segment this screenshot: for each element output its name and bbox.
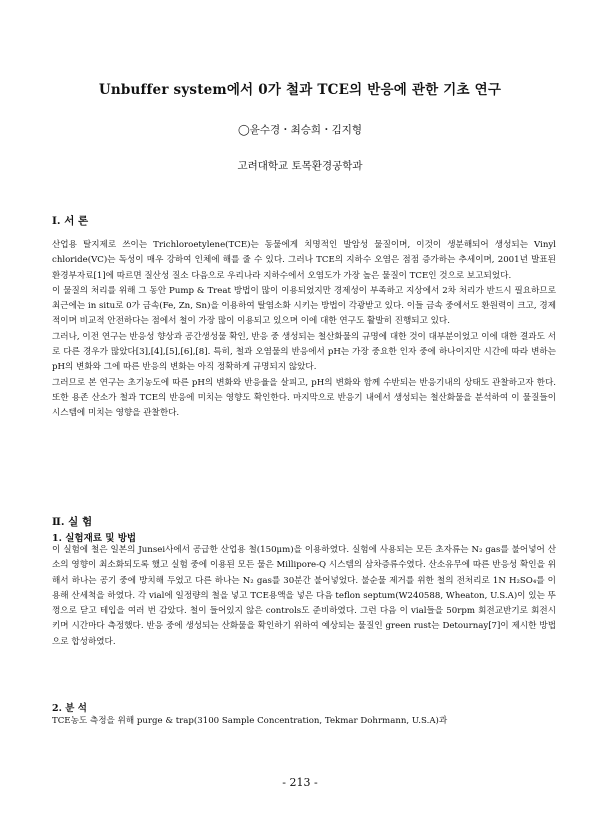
analysis-paragraph: TCE농도 측정을 위해 purge & trap(3100 Sample Concentration, Tekmar Dohrmann, U.S.A)과 — [52, 716, 448, 726]
introduction-body — [52, 238, 556, 422]
subsection-heading-analysis: 2. 분 석 — [52, 703, 87, 714]
section-heading-introduction: Ⅰ. 서 론 — [52, 215, 89, 227]
paper-title: Unbuffer system에서 0가 철과 TCE의 반응에 관한 기초 연구 — [98, 82, 502, 98]
subsection-heading-materials: 1. 실험재료 및 방법 — [52, 533, 137, 544]
materials-body — [52, 543, 556, 650]
analysis-body — [52, 714, 556, 729]
intro-paragraph: 산업용 탈지제로 쓰이는 Trichloroetylene(TCE)는 동물에게 치명적인 발암성 물질이며, 이것이 생분해되어 생성되는 Vinyl chloride(VC)는 독성이 매우 강하여 인체에 해를 줄 수 있다. 그러나 TCE의 지하수 오염은 점점 증가하는 추세이며, 2001년 발표된 환경부자료[1]에 따르면 질산성 질소 다음으로 우리나라 지하수에서 오염도가 가장 높은 물질이 TCE인 것으로 보고되었다. — [52, 240, 556, 281]
section-heading-experiment: Ⅱ. 실 험 — [52, 516, 93, 528]
affiliation: 고려대학교 토목환경공학과 — [237, 160, 363, 172]
intro-paragraph: 이 물질의 처리를 위해 그 동안 Pump & Treat 방법이 많이 이용되었지만 경제성이 부족하고 지상에서 2차 처리가 반드시 필요하므로 최근에는 in situ로 0가 금속(Fe, Zn, Sn)을 이용하여 탈염소화 시키는 방법이 각광받고 있다. 이들 금속 중에서도 환원력이 크고, 경제적이며 비교적 안전하다는 점에서 철이 가장 많이 이용되고 있으며 이에 대한 연구도 활발히 진행되고 있다. — [52, 285, 556, 327]
page-number: - 213 - — [282, 776, 318, 789]
author-list: ◯윤수경・최승희・김지형 — [237, 124, 363, 136]
materials-paragraph: 이 실험에 철은 일본의 Junsei사에서 공급한 산업용 철(150μm)을 이용하였다. 실험에 사용되는 모든 초자류는 N₂ gas를 불어넣어 산소의 영향이 최소화되도록 했고 실험 중에 이용된 모든 물은 Millipore-Q 시스템의 삼차증류수였다. 산소유무에 따른 반응성 확인을 위해서 하나는 공기 중에 방치해 두었고 다른 하나는 N₂ gas를 30분간 불어넣었다. 불순물 제거를 위한 철의 전처리로 1N H₂SO₄를 이용해 산세척을 하였다. 각 vial에 일정량의 철을 넣고 TCE용액을 넣은 다음 teflon septum(W240588, Wheaton, U.S.A)이 있는 뚜껑으로 닫고 테입을 여러 번 감았다. 철이 들어있지 않은 controls도 준비하였다. 그런 다음 이 vial들을 50rpm 회전교반기로 회전시키며 시간마다 측정했다. 반응 중에 생성되는 산화물을 확인하기 위하여 예상되는 물질인 green rust는 Detournay[7]이 제시한 방법으로 합성하였다. — [52, 545, 556, 647]
intro-paragraph: 그러므로 본 연구는 초기농도에 따른 pH의 변화와 반응율을 살피고, pH의 변화와 함께 수반되는 반응기내의 상태도 관찰하고자 한다. 또한 용존 산소가 철과 TCE의 반응에 미치는 영향도 확인한다. 마지막으로 반응기 내에서 생성되는 철산화물을 분석하여 이 물질들이 시스템에 미치는 영향을 관찰한다. — [52, 377, 556, 419]
intro-paragraph: 그러나, 이전 연구는 반응성 향상과 공간생성물 확인, 반응 중 생성되는 철산화물의 규명에 대한 것이 대부분이었고 이에 대한 결과도 서로 다른 경우가 많았다[3],[4],[5],[6],[8]. 특히, 철과 오염물의 반응에서 pH는 가장 중요한 인자 중에 하나이지만 시간에 따라 변하는 pH의 변화와 그에 따른 반응의 변화는 아직 정확하게 규명되지 않았다. — [52, 331, 556, 373]
